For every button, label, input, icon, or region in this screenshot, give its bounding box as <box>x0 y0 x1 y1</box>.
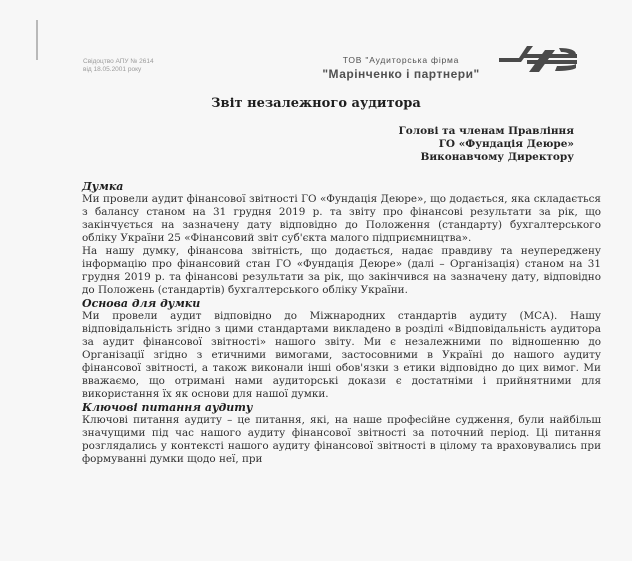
firm-name-line2: "Марінченко і партнери" <box>322 67 480 81</box>
paragraph: Ключові питання аудиту – це питання, які, на наше професійне судження, були найбільш значущими під час нашого аудиту фінансової звітності за поточний період. Ці питання розглядались у контексті нашого аудиту фінансової звітності в цілому та враховувались при формуванні думки щодо неї, при <box>82 414 601 465</box>
section-heading-opinion: Думка <box>82 180 124 193</box>
margin-mark <box>36 20 38 60</box>
addressee-line: Голові та членам Правління <box>398 125 574 137</box>
firm-name <box>310 55 492 81</box>
section-heading-key-audit-matters: Ключові питання аудиту <box>82 401 253 414</box>
paragraph: Ми провели аудит фінансової звітності ГО «Фундація Деюре», що додається, яка складається з балансу станом на 31 грудня 2019 р. та звіту про фінансові результати за рік, що закінчується на зазначену дату відповідно до Положення (стандарту) бухгалтерського обліку України 25 «Фінансовий звіт суб'єкта малого підприємництва». <box>82 193 601 244</box>
certificate-date: від 18.05.2001 року <box>83 66 142 73</box>
addressee-line: ГО «Фундація Деюре» <box>438 138 574 150</box>
firm-logo-icon <box>497 44 579 74</box>
certificate-info <box>83 58 154 74</box>
paragraph: На нашу думку, фінансова звітність, що додається, надає правдиву та неупереджену інформацію про фінансовий стан ГО «Фундація Деюре» (далі – Організація) станом на 31 грудня 2019 р. та фінансові результати за рік, що закінчився на зазначену дату, відповідно до Положень (стандартів) бухгалтерського обліку України. <box>82 245 601 296</box>
paragraph: Ми провели аудит відповідно до Міжнародних стандартів аудиту (МСА). Нашу відповідальність згідно з цими стандартами викладено в розділі «Відповідальність аудитора за аудит фінансової звітності» нашого звіту. Ми є незалежними по відношенню до Організації згідно з етичними вимогами, застосовними в Україні до нашого аудиту фінансової звітності, а також виконали інші обов'язки з етики відповідно до цих вимог. Ми вважаємо, що отримані нами аудиторські докази є достатніми і прийнятними для використання їх як основи для нашої думки. <box>82 310 601 400</box>
addressee-block <box>399 125 574 164</box>
certificate-line: Свідоцтво АПУ № 2614 <box>83 58 154 65</box>
report-title: Звіт незалежного аудитора <box>211 96 421 111</box>
section-heading-basis: Основа для думки <box>82 297 201 310</box>
firm-name-line1: ТОВ "Аудиторська фірма <box>342 55 460 65</box>
addressee-line: Виконавчому Директору <box>420 151 574 163</box>
report-body <box>82 180 601 466</box>
